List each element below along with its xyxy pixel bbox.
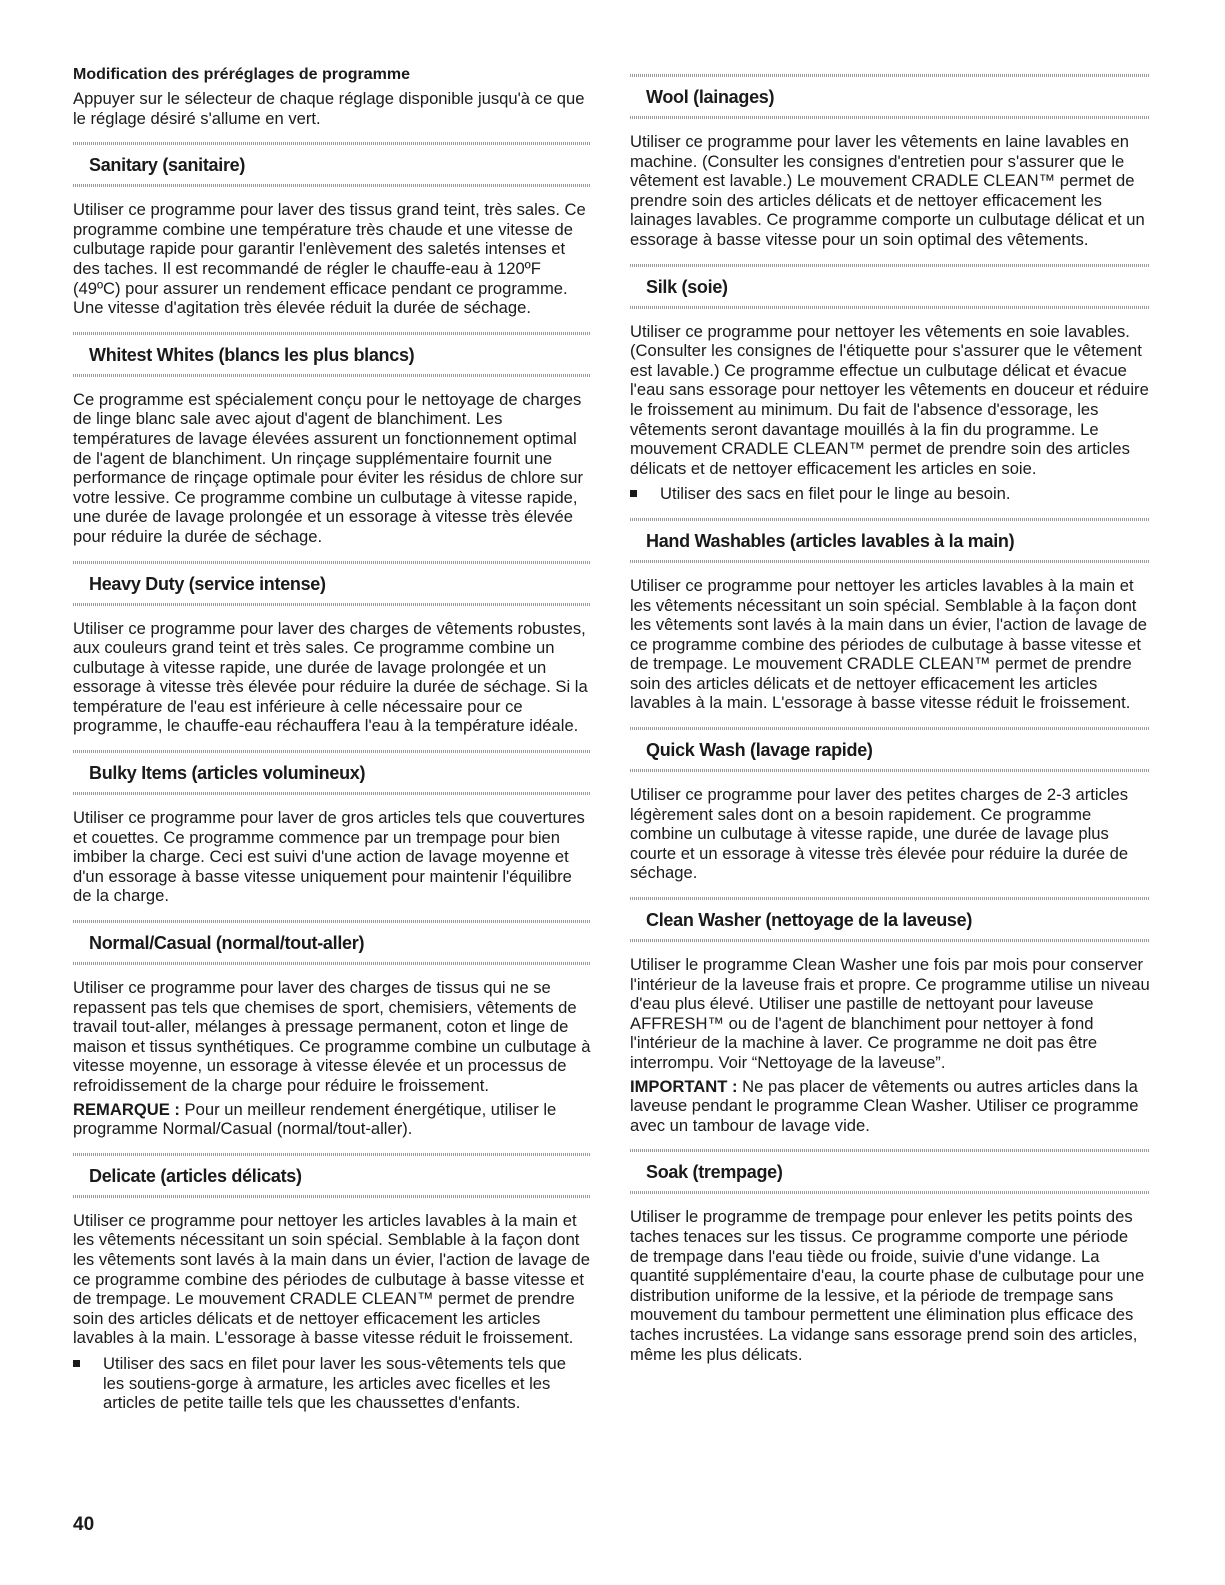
bullet-square-icon — [73, 1360, 80, 1367]
section-body: Utiliser ce programme pour laver les vêtements en laine lavables en machine. (Consulter les consignes d'entretien pour s'assurer que le vêtement est lavable.) Le mouvement CRADLE CLEAN™ permet de prendre soin des articles délicats et de nettoyer efficacement les lainages lavables. Ce programme comporte un culbutage délicat et un essorage à basse vitesse pour un soin optimal des vêtements. — [630, 132, 1145, 249]
section-heading: Soak (trempage) — [630, 1149, 1150, 1194]
page-number: 40 — [73, 1514, 95, 1535]
section-heavy-duty — [73, 561, 591, 737]
bullet-item — [630, 484, 1150, 504]
important-note — [630, 1077, 1150, 1136]
section-body: Utiliser ce programme pour laver des petites charges de 2-3 articles légèrement sales dont on a besoin rapidement. Ce programme combine un culbutage à vitesse rapide, une durée de lavage plus courte et un essorage à vitesse très élevée pour réduire la durée de séchage. — [630, 785, 1129, 883]
section-heading: Silk (soie) — [630, 264, 1150, 309]
note-label: REMARQUE : — [73, 1099, 180, 1119]
section-normal-casual — [73, 920, 591, 1139]
section-bulky-items — [73, 750, 591, 906]
section-hand-washables — [630, 518, 1150, 713]
section-heading: Normal/Casual (normal/tout-aller) — [73, 920, 591, 965]
section-heading: Bulky Items (articles volumineux) — [73, 750, 591, 795]
section-body: Utiliser le programme Clean Washer une fois par mois pour conserver l'intérieur de la laveuse frais et propre. Ce programme utilise un niveau d'eau plus élevé. Utiliser une pastille de nettoyant pour laveuse AFFRESH™ ou de l'agent de blanchiment pour nettoyer à fond l'intérieur de la machine à laver. Ce programme ne doit pas être interrompu. Voir “Nettoyage de la laveuse”. — [630, 955, 1150, 1072]
section-body: Utiliser ce programme pour laver de gros articles tels que couvertures et couettes. Ce programme commence par un trempage pour bien imbiber la charge. Ceci est suivi d'une action de lavage moyenne et d'un essorage à basse vitesse uniquement pour maintenir l'équilibre de la charge. — [73, 808, 585, 906]
section-body: Utiliser ce programme pour nettoyer les vêtements en soie lavables. (Consulter les consignes de l'étiquette pour s'assurer que le vêtement est lavable.) Ce programme effectue un culbutage délicat et évacue l'eau sans essorage pour nettoyer les vêtements en douceur et réduire le froissement au minimum. Du fait de l'absence d'essorage, les vêtements seront davantage mouillés à la fin du programme. Le mouvement CRADLE CLEAN™ permet de prendre soin des articles délicats et de nettoyer efficacement les articles en soie. — [630, 321, 1149, 478]
left-column — [73, 66, 591, 1413]
section-heading: Quick Wash (lavage rapide) — [630, 727, 1150, 772]
bullet-text: Utiliser des sacs en filet pour laver les sous-vêtements tels que les soutiens-gorge à armature, les articles avec ficelles et les articles de petite taille tels que les chaussettes d'enfants. — [103, 1353, 566, 1413]
right-column — [630, 66, 1150, 1364]
section-body: Utiliser ce programme pour laver des charges de tissus qui ne se repassent pas tels que chemises de sport, chemisiers, vêtements de travail tout-aller, mélanges à pressage permanent, coton et linge de maison et tissus synthétiques. Ce programme combine un culbutage à vitesse moyenne, un essorage à vitesse élevée et un processus de refroidissement de la charge pour réduire le froissement. — [73, 978, 591, 1095]
section-clean-washer — [630, 897, 1150, 1135]
section-heading: Hand Washables (articles lavables à la main) — [630, 518, 1150, 563]
section-heading: Clean Washer (nettoyage de la laveuse) — [630, 897, 1150, 942]
section-delicate — [73, 1153, 591, 1413]
bullet-text: Utiliser des sacs en filet pour le linge au besoin. — [660, 484, 1011, 504]
intro-text: Appuyer sur le sélecteur de chaque réglage disponible jusqu'à ce que le réglage désiré s'allume en vert. — [73, 89, 585, 128]
section-body: Ce programme est spécialement conçu pour le nettoyage de charges de linge blanc sale avec ajout d'agent de blanchiment. Les températures de lavage élevées assurent un fonctionnement optimal de l'agent de blanchiment. Un rinçage supplémentaire fournit une performance de rinçage optimale pour éviter les résidus de chlore sur votre lessive. Ce programme combine un culbutage à vitesse rapide, une durée de lavage prolongée et un essorage à vitesse très élevée pour réduire la durée de séchage. — [73, 389, 584, 546]
note-label: IMPORTANT : — [630, 1076, 738, 1096]
bullet-item — [73, 1354, 591, 1413]
intro-title: Modification des préréglages de programme — [73, 66, 410, 83]
section-heading: Whitest Whites (blancs les plus blancs) — [73, 332, 591, 377]
remarque-note — [73, 1100, 591, 1139]
section-heading: Wool (lainages) — [630, 74, 1150, 119]
section-heading: Heavy Duty (service intense) — [73, 561, 591, 606]
note-text: Pour un meilleur rendement énergétique, utiliser le programme Normal/Casual (normal/tout-aller). — [73, 1099, 557, 1139]
section-whitest-whites — [73, 332, 591, 547]
section-body: Utiliser ce programme pour nettoyer les articles lavables à la main et les vêtements nécessitant un soin spécial. Semblable à la façon dont les vêtements sont lavés à la main dans un évier, l'action de lavage de ce programme combine des périodes de culbutage à basse vitesse et de trempage. Le mouvement CRADLE CLEAN™ permet de prendre soin des articles délicats et de nettoyer efficacement les articles lavables à la main. L'essorage à basse vitesse réduit le froissement. — [630, 575, 1147, 713]
section-heading: Delicate (articles délicats) — [73, 1153, 591, 1198]
note-text: Ne pas placer de vêtements ou autres articles dans la laveuse pendant le programme Clean Washer. Utiliser ce programme avec un tambour de lavage vide. — [630, 1076, 1139, 1135]
section-sanitary — [73, 142, 591, 318]
section-wool — [630, 74, 1150, 250]
section-silk — [630, 264, 1150, 504]
section-body: Utiliser ce programme pour laver des charges de vêtements robustes, aux couleurs grand teint et très sales. Ce programme combine un culbutage à vitesse rapide, une durée de lavage prolongée et un essorage à vitesse très élevée pour réduire la durée de séchage. Si la température de l'eau est inférieure à celle nécessaire pour ce programme, le chauffe-eau réchauffera l'eau à la température idéale. — [73, 618, 588, 736]
section-soak — [630, 1149, 1150, 1364]
section-body: Utiliser ce programme pour nettoyer les articles lavables à la main et les vêtements nécessitant un soin spécial. Semblable à la façon dont les vêtements sont lavés à la main dans un évier, l'action de lavage de ce programme combine des périodes de culbutage à basse vitesse et de trempage. Le mouvement CRADLE CLEAN™ permet de prendre soin des articles délicats et de nettoyer efficacement les articles lavables à la main. L'essorage à basse vitesse réduit le froissement. — [73, 1210, 590, 1348]
section-body: Utiliser ce programme pour laver des tissus grand teint, très sales. Ce programme combine une température très chaude et une vitesse de culbutage rapide pour garantir l'enlèvement des saletés intenses et des taches. Il est recommandé de régler le chauffe-eau à 120ºF (49ºC) pour assurer un rendement efficace pendant ce programme. Une vitesse d'agitation très élevée réduit la durée de séchage. — [73, 200, 586, 318]
section-body: Utiliser le programme de trempage pour enlever les petits points des taches tenaces sur les tissus. Ce programme comporte une période de trempage dans l'eau tiède ou froide, suivie d'une vidange. La quantité supplémentaire d'eau, la courte phase de culbutage pour une distribution uniforme de la lessive, et la période de trempage sans mouvement du tambour permettent une élimination plus efficace des taches incrustées. La vidange sans essorage prend soin des articles, même les plus délicats. — [630, 1207, 1145, 1364]
section-heading: Sanitary (sanitaire) — [73, 142, 591, 187]
bullet-square-icon — [630, 490, 637, 497]
section-quick-wash — [630, 727, 1150, 883]
